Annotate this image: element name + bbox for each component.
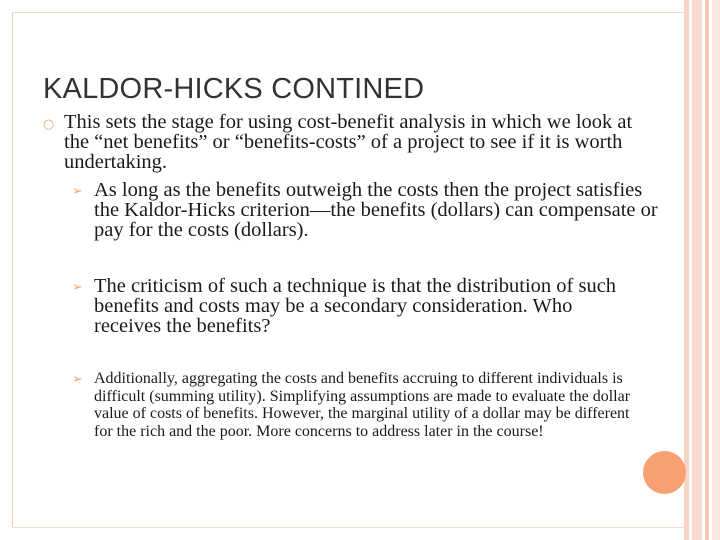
decorative-stripe	[705, 0, 709, 540]
frame-bottom-line	[12, 527, 684, 528]
frame-top-line	[12, 12, 684, 13]
frame-left-line	[12, 12, 13, 528]
arrow-bullet-icon: ➢	[72, 372, 83, 387]
decorative-stripe	[692, 0, 702, 540]
decorative-circle	[643, 451, 686, 494]
sub-bullet-text: The criticism of such a technique is that the distribution of such benefits and costs may be a secondary consideration. Who receives the benefits?	[94, 275, 617, 337]
sub-bullet-text: Additionally, aggregating the costs and benefits accruing to different individuals is difficult (summing utility). Simplifying assumptions are made to evaluate the dollar value of costs of benefits. However, the marginal utility of a dollar may be different for the rich and the poor. More concerns to address later in the course!	[94, 370, 631, 440]
arrow-bullet-icon: ➢	[72, 184, 83, 199]
decorative-stripe	[684, 0, 689, 540]
sub-bullet-text: As long as the benefits outweigh the costs then the project satisfies the Kaldor-Hicks criterion—the benefits (dollars) can compensate or pay for the costs (dollars).	[94, 179, 658, 241]
circle-bullet-icon: ○	[43, 117, 55, 132]
slide-title: KALDOR-HICKS CONTINED	[43, 73, 425, 105]
bullet-text: This sets the stage for using cost-benefit analysis in which we look at the “net benefits” or “benefits-costs” of a project to see if it is worth undertaking.	[64, 111, 633, 173]
arrow-bullet-icon: ➢	[72, 280, 83, 295]
decorative-stripe	[712, 0, 720, 540]
